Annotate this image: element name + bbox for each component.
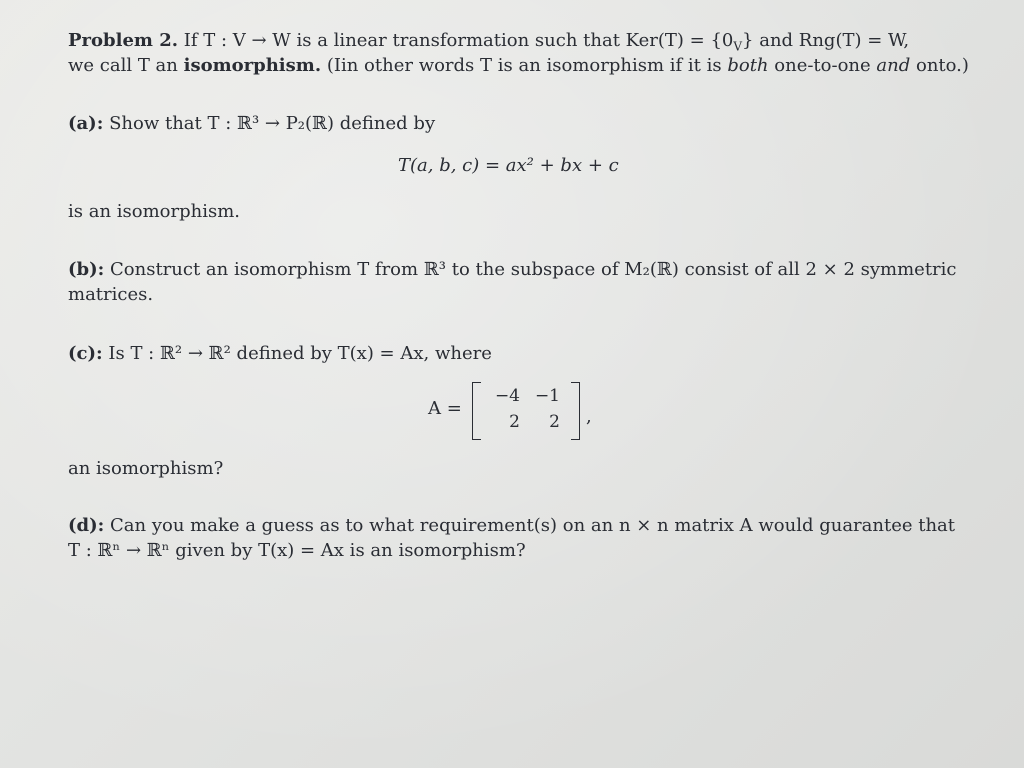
problem-intro-line2-start: we call T an [68, 55, 178, 76]
part-a-statement [68, 113, 435, 135]
matrix-right-bracket [571, 382, 580, 440]
part-d-statement [68, 515, 955, 537]
isomorphism-term: isomorphism. [183, 55, 322, 76]
part-b-label: (b): [68, 259, 105, 280]
part-c-question: an isomorphism? [68, 458, 224, 479]
emphasis-and: and [876, 55, 911, 76]
matrix-comma: , [586, 406, 592, 427]
problem-heading: Problem 2. [68, 30, 179, 51]
part-d-text-line2: T : ℝⁿ → ℝⁿ given by T(x) = Ax is an isomorphism? [68, 540, 526, 561]
matrix-left-bracket [472, 382, 481, 440]
part-a-equation: T(a, b, c) = ax² + bx + c [398, 155, 619, 176]
problem-intro-sub: V [733, 39, 743, 54]
emphasis-both: both [727, 55, 769, 76]
matrix-cell-2-2: 2 [549, 412, 560, 432]
part-c-text: Is T : ℝ² → ℝ² defined by T(x) = Ax, where [108, 343, 492, 364]
text-onto: onto.) [916, 55, 969, 76]
matrix-a [472, 382, 580, 438]
problem-intro-line1 [68, 30, 909, 58]
part-b-text-line1: Construct an isomorphism T from ℝ³ to the subspace of M₂(ℝ) consist of all 2 × 2 symmetric [110, 259, 957, 280]
part-b-text-line2: matrices. [68, 284, 154, 305]
problem-intro-line2-mid: (Iin other words T is an isomorphism if it is [326, 55, 722, 76]
part-c-statement [68, 343, 492, 365]
part-d-text-line1: Can you make a guess as to what requirement(s) on an n × n matrix A would guarantee that [110, 515, 956, 536]
problem-intro-text: If T : V → W is a linear transformation such that Ker(T) = {0 [183, 30, 734, 51]
matrix-cell-2-1: 2 [509, 412, 520, 432]
part-b-statement [68, 259, 957, 281]
part-c-label: (c): [68, 343, 103, 364]
matrix-cell-1-1: −4 [494, 386, 520, 406]
matrix-cell-1-2: −1 [534, 386, 560, 406]
part-a-text: Show that T : ℝ³ → P₂(ℝ) defined by [109, 113, 436, 134]
problem-intro-line2 [68, 55, 969, 77]
problem-intro-text-end: } and Rng(T) = W, [742, 30, 910, 51]
matrix-label: A = [428, 398, 462, 419]
part-a-label: (a): [68, 113, 104, 134]
text-one-to-one: one-to-one [774, 55, 871, 76]
part-d-label: (d): [68, 515, 105, 536]
part-a-conclusion: is an isomorphism. [68, 201, 241, 222]
